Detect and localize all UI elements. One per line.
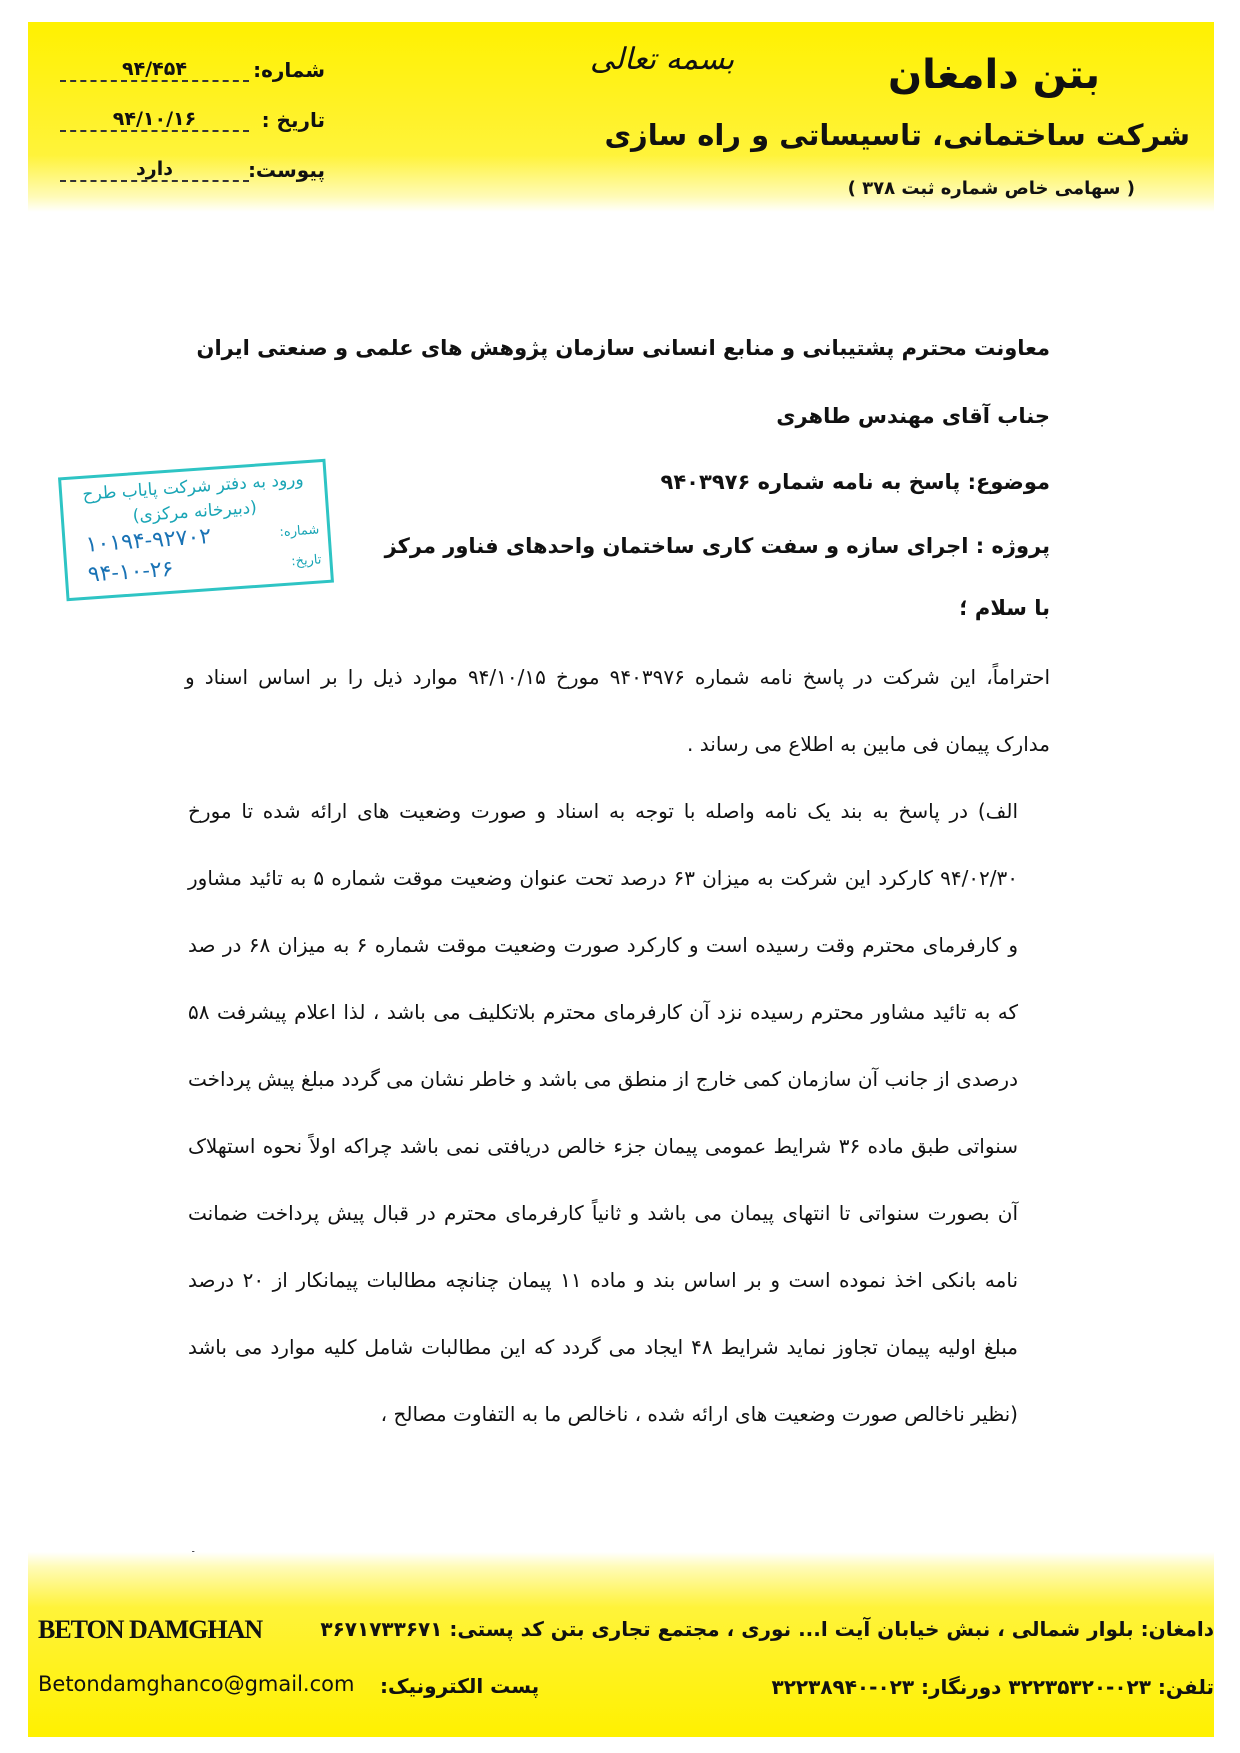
footer-email-label: پست الکترونیک: [380,1674,540,1698]
letter-number-label: شماره: [253,58,325,82]
stamp-date-label: تاریخ: [290,552,322,570]
letter-date-value: ۹۴/۱۰/۱۶ [60,108,249,132]
item-a-paragraph: الف) در پاسخ به بند یک نامه واصله با توجه به اسناد و صورت وضعیت های ارائه شده تا مورخ ۹۴/۰۲/۳۰ کارکرد این شرکت به میزان ۶۳ درصد تحت عنوان وضعیت موقت شماره ۵ به تائید مشاور و کارفرمای محترم وقت رسیده است و کارکرد صورت وضعیت موقت شماره ۶ به میزان ۶۸ در صد که به تائید مشاور محترم رسیده نزد آن کارفرمای محترم بلاتکلیف می باشد ، لذا اعلام پیشرفت ۵۸ درصدی از جانب آن سازمان کمی خارج از منطق می باشد و خاطر نشان می گردد مبلغ پیش پرداخت سنواتی طبق ماده ۳۶ شرایط عمومی پیمان جزء خالص دریافتی نمی باشد چراکه اولاً نحوه استهلاک آن بصورت سنواتی تا انتهای پیمان می باشد و ثانیاً کارفرمای محترم در قبال پیش پرداخت ضمانت نامه بانکی اخذ نموده است و بر اساس بند و ماده ۱۱ پیمان چنانچه مطالبات پیمانکار از ۲۰ درصد مبلغ اولیه پیمان تجاوز نماید شرایط ۴۸ ایجاد می گردد که این مطالبات شامل کلیه موارد می باشد (نظیر ناخالص صورت وضعیت های ارائه شده ، ناخالص ما به التفاوت مصالح ، [188,799,1019,1426]
footer-brand: BETON DAMGHAN [38,1615,263,1644]
recipient-organization: معاونت محترم پشتیبانی و منابع انسانی سازمان پژوهش های علمی و صنعتی ایران [196,336,1050,360]
besmellah-heading: بسمه تعالی [590,42,735,77]
recipient-person: جناب آقای مهندس طاهری [776,404,1050,428]
letter-date-row [60,108,325,142]
company-subtitle: شرکت ساختمانی، تاسیساتی و راه سازی [604,118,1190,152]
stamp-title: ورود به دفتر شرکت پایاب طرح [81,469,305,505]
stamp-number-value: ۱۰۱۹۴-۹۲۷۰۲ [84,523,212,558]
letter-attachment-label: پیوست: [247,158,325,182]
footer-contact: تلفن: ۰۲۳-۳۲۲۳۵۳۲۰ دورنگار: ۰۲۳-۳۲۲۳۸۹۴۰ [771,1675,1214,1699]
letter-attachment-value: دارد [60,158,249,182]
footer-address: دامغان: بلوار شمالی ، نبش خیابان آیت ا... نوری ، مجتمع تجاری بتن کد پستی: ۳۶۷۱۷۳۳۶۷۱ [320,1617,1214,1641]
stamp-number-label: شماره: [279,522,320,541]
letter-subject: موضوع: پاسخ به نامه شماره ۹۴۰۳۹۷۶ [660,470,1050,494]
letter-attachment-row [60,158,325,192]
letter-number-value: ۹۴/۴۵۴ [60,58,249,82]
footer-email[interactable]: Betondamghanco@gmail.com [38,1672,355,1696]
letter-number-row [60,58,325,92]
letter-project: پروژه : اجرای سازه و سفت کاری ساختمان واحدهای فناور مرکز [384,534,1050,558]
company-registration: ( سهامی خاص شماره ثبت ۳۷۸ ) [847,178,1135,199]
stamp-subtitle: (دبیرخانه مرکزی) [132,497,258,527]
incoming-stamp [58,459,334,601]
intro-paragraph: احتراماً، این شرکت در پاسخ نامه شماره ۹۴۰۳۹۷۶ مورخ ۹۴/۱۰/۱۵ موارد ذیل را بر اساس اسناد و مدارک پیمان فی مابین به اطلاع می رساند . [185,665,1050,756]
letter-date-label: تاریخ : [261,108,325,132]
letter-greeting: با سلام ؛ [959,596,1050,620]
stamp-date-value: ۹۴-۱۰-۲۶ [87,556,175,588]
company-name: بتن دامغان [887,52,1100,98]
